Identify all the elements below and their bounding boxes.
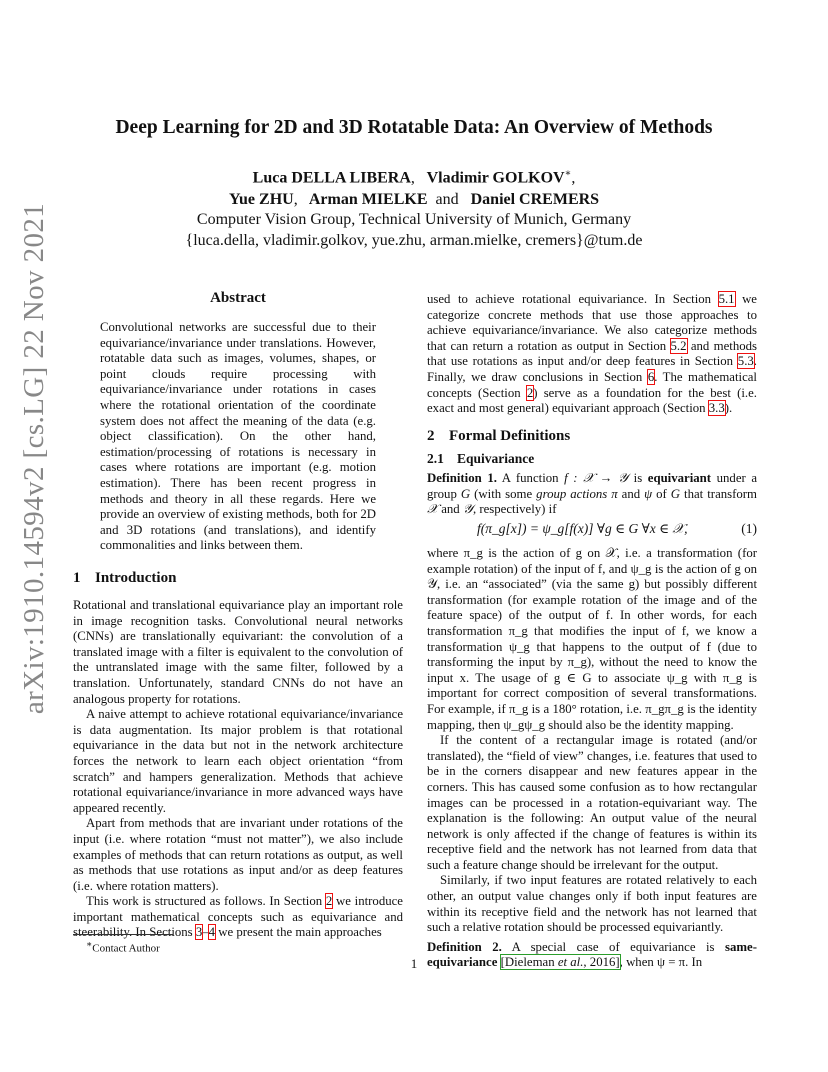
author-name: Daniel CREMERS bbox=[470, 191, 600, 209]
author-emails: {luca.della, vladimir.golkov, yue.zhu, arman.mielke, cremers}@tum.de bbox=[185, 232, 643, 249]
subsection-heading-equivariance bbox=[427, 451, 534, 467]
section-heading-introduction bbox=[73, 570, 176, 587]
section-link[interactable]: 2 bbox=[526, 385, 534, 400]
definition-2: Definition 2. A special case of equivariance is same-equivariance [Dieleman et al., 2016], when ψ = π. In bbox=[427, 939, 757, 970]
defined-term: equivariant bbox=[647, 471, 712, 485]
section-link[interactable]: 5.1 bbox=[718, 292, 735, 306]
equation-body: f(π_g[x]) = ψ_g[f(x)] ∀g ∈ G ∀x ∈ 𝒳, bbox=[477, 521, 688, 536]
footnote-rule bbox=[73, 934, 173, 935]
paragraph: where π_g is the action of g on 𝒳, i.e. a transformation (for example rotation) of the input of f, and ψ_g is the action of g on 𝒴, i.e. an “associated” (via the same g) but possibly different transformation (for example rotation of the image and of the feature space) of the output of f. In other words, for each transformation π_g that modifies the input of f, we know a transformation ψ_g that happens to the output of f (due to transforming the input by π_g), without the need to know the input x. The usage of g ∈ G to associate ψ_g with π_g is important for correct composition of several transformations. For example, if π_g is a 180° rotation, i.e. π_gπ_g is the identity mapping, then ψ_gψ_g should also be the identity mapping. bbox=[427, 546, 757, 732]
defined-term: same-equivariance bbox=[427, 939, 757, 970]
abstract-heading: Abstract bbox=[210, 290, 266, 306]
section-link[interactable]: 6 bbox=[647, 369, 655, 384]
section-number: 1 bbox=[73, 570, 81, 586]
equation-number: (1) bbox=[741, 521, 757, 536]
paragraph: Rotational and translational equivariance play an important role in image recognition tasks. Convolutional neural networks (CNNs) are translationally equivariant: the convolution of a translated image with a filter is equivalent to the convolution of the untranslated image with the same filter, followed by a translation. Unfortunately, standard CNNs do not have an analogous property for rotations. bbox=[73, 598, 403, 706]
affiliation: Computer Vision Group, Technical University of Munich, Germany bbox=[196, 211, 632, 228]
section-heading-formal-definitions bbox=[427, 428, 570, 445]
footnote-mark: ∗ bbox=[86, 939, 93, 949]
affiliation-block bbox=[60, 209, 768, 251]
arxiv-identifier-stamp bbox=[13, 202, 57, 714]
definition-label: Definition 2. bbox=[427, 939, 502, 954]
author-name: Arman MIELKE bbox=[308, 191, 428, 209]
author-name: Yue ZHU bbox=[228, 191, 294, 209]
paragraph: A naive attempt to achieve rotational equivariance/invariance is data augmentation. Its major problem is that rotational equivariance in the data but not in the network architecture forces the network to learn each object orientation “from scratch” and hampers generalization. Methods that achieve rotational equivariance/invariance in more advanced ways have appeared recently. bbox=[73, 707, 403, 815]
paragraph: Apart from methods that are invariant under rotations of the input (i.e. where rotation “must not matter”), we also include examples of methods that can return rotations as output, as well as methods that use rotations as input and/or as deep features (i.e. where rotation matters). bbox=[73, 816, 403, 893]
definition-1 bbox=[427, 471, 757, 518]
paragraph: Similarly, if two input features are rotated relatively to each other, an output value changes only if both input features are within its receptive field and the network has not learned that such a relative rotation should be processed equivariantly. bbox=[427, 873, 757, 935]
section-link[interactable]: 5.3 bbox=[737, 354, 754, 369]
paragraph: This work is structured as follows. In Section 2 we introduce important mathematical concepts such as equivariance and steerability. In Sections 3–4 we present the main approaches bbox=[73, 894, 403, 940]
introduction-body bbox=[73, 598, 403, 941]
paragraph: If the content of a rectangular image is rotated (and/or translated), the “field of view” changes, i.e. features that used to be in the corners disappear and new features appear in the corners. This has caused some confusion as to how rectangular images can be processed in a rotation-equivariant way. The explanation is the following: An output value of the neural network is only affected if the change of features is within its receptive field and the network has not learned from data that such a feature change should be irrelevant for the output. bbox=[427, 733, 757, 872]
section-link[interactable]: 4 bbox=[208, 925, 216, 940]
footnote bbox=[86, 939, 160, 955]
definition-label: Definition 1. bbox=[427, 471, 497, 485]
arxiv-identifier-text: arXiv:1910.14594v2 [cs.LG] 22 Nov 2021 bbox=[18, 202, 51, 714]
section-link[interactable]: 5.2 bbox=[670, 338, 687, 353]
subsection-title: Equivariance bbox=[457, 451, 535, 466]
paragraph: used to achieve rotational equivariance. In Section 5.1 we categorize concrete methods that use those approaches to achieve equivariance/invariance. We also categorize methods that can return a rotation as output in Section 5.2 and methods that use rotations as input and/or deep features in Section 5.3. Finally, we draw conclusions in Section 6. The mathematical concepts (Section 2) serve as a foundation for the best (i.e. exact and most general) equivariant approach (Section 3.3). bbox=[427, 292, 758, 416]
equivariance-explanation bbox=[427, 546, 757, 971]
citation-link[interactable]: [Dieleman et al., 2016] bbox=[500, 955, 620, 970]
footnote-text: Contact Author bbox=[92, 942, 160, 955]
author-conjunction: and bbox=[435, 191, 459, 209]
section-title: Introduction bbox=[95, 570, 177, 586]
paragraph: Definition 1. A function f : 𝒳 → 𝒴 is equivariant under a group G (with some group actions π and ψ of G that transform 𝒳 and 𝒴, respectively) if bbox=[427, 471, 758, 517]
section-link[interactable]: 3.3 bbox=[708, 401, 725, 416]
page-number: 1 bbox=[410, 956, 418, 971]
contact-author-mark: ∗ bbox=[564, 168, 572, 179]
author-name: Vladimir GOLKOV bbox=[426, 169, 565, 187]
abstract-text: Convolutional networks are successful due to their equivariance/invariance under translations. However, rotatable data such as images, volumes, shapes, or point clouds require processing with equivariance/invariance under rotations in cases where the rotational orientation of the coordinate system does not affect the meaning of the data (e.g. object classification). On the other hand, estimation/processing of rotations is necessary in cases where rotations are important (e.g. motion estimation). There has been recent progress in methods and theory in all these regards. Here we provide an overview of existing methods, both for 2D and 3D rotations (and translations), and identify commonalities and links between them. bbox=[100, 320, 376, 553]
section-number: 2 bbox=[427, 428, 435, 444]
section-link[interactable]: 3 bbox=[195, 925, 203, 940]
author-list: Luca DELLA LIBERA, Vladimir GOLKOV∗, Yue ZHU, Arman MIELKE and Daniel CREMERS bbox=[228, 168, 600, 209]
paper-title: Deep Learning for 2D and 3D Rotatable Data: An Overview of Methods bbox=[115, 117, 713, 138]
equation-1 bbox=[427, 521, 757, 539]
section-title: Formal Definitions bbox=[449, 428, 571, 444]
section-link[interactable]: 2 bbox=[325, 894, 333, 909]
author-name: Luca DELLA LIBERA bbox=[252, 169, 411, 187]
subsection-number: 2.1 bbox=[427, 451, 444, 466]
intro-continuation bbox=[427, 292, 757, 417]
